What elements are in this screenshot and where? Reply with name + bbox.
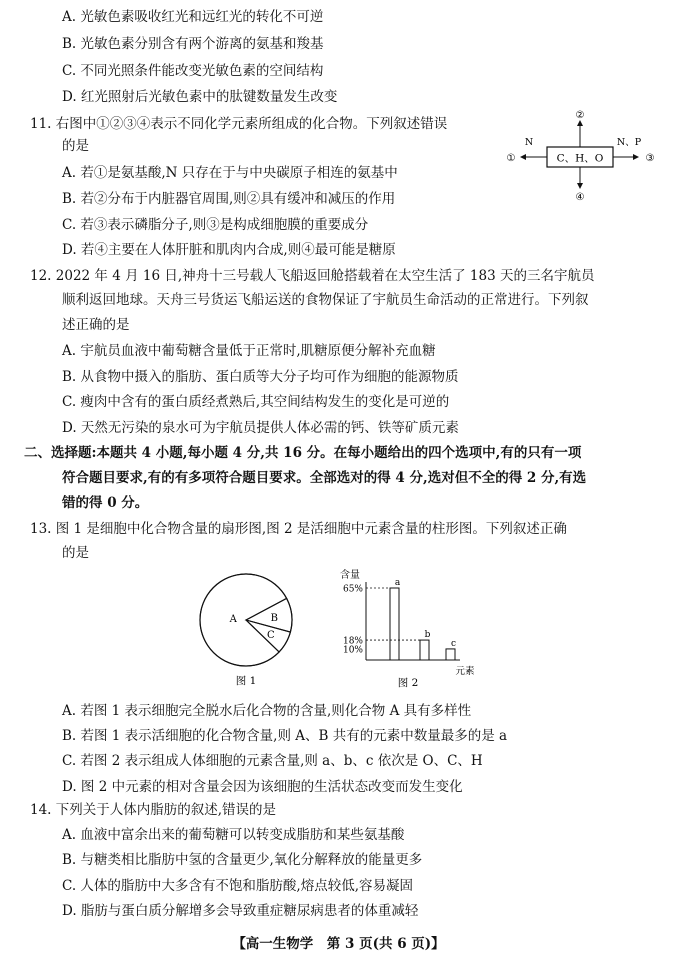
q11-option-b: B. 若②分布于内脏器官周围,则②具有缓冲和减压的作用 [62,191,396,207]
bar-label-a: a [394,578,401,588]
q14-stem: 14. 下列关于人体内脂肪的叙述,错误的是 [30,802,277,818]
bar-tick-2: 10% [342,645,363,656]
bar-b [420,640,429,660]
q13-stem-line2: 的是 [62,545,89,561]
section2-line2: 符合题目要求,有的有多项符合题目要求。全部选对的得 4 分,选对但不全的得 2 分,有选 [62,470,587,486]
q13-option-a: A. 若图 1 表示细胞完全脱水后化合物的含量,则化合物 A 具有多样性 [62,703,472,719]
page-footer: 【高一生物学 第 3 页(共 6 页)】 [232,936,445,952]
q13-option-b: B. 若图 1 表示活细胞的化合物含量,则 A、B 共有的元素中数量最多的是 a [62,728,508,744]
q12-option-c: C. 瘦肉中含有的蛋白质经煮熟后,其空间结构发生的变化是可逆的 [62,394,450,410]
bar-label-c: c [450,638,457,649]
q12-option-b: B. 从食物中摄入的脂肪、蛋白质等大分子均可作为细胞的能源物质 [62,369,459,385]
label-3: ③ [645,153,655,164]
right-element-np: N、P [616,137,642,148]
pie-label-c: C [266,630,275,642]
bar-a [390,588,399,660]
bar-c [446,649,455,660]
pie-label-a: A [229,614,237,626]
label-1: ① [506,153,516,164]
section2-line3: 错的得 0 分。 [62,495,149,511]
q14-option-d: D. 脂肪与蛋白质分解增多会导致重症糖尿病患者的体重减轻 [62,903,419,919]
q13-stem-line1: 13. 图 1 是细胞中化合物含量的扇形图,图 2 是活细胞中元素含量的柱形图。下列叙述正确 [30,521,567,537]
figure-1-pie-chart [196,568,306,688]
q13-option-d: D. 图 2 中元素的相对含量会因为该细胞的生活状态改变而发生变化 [62,779,463,795]
bar-tick-1: 18% [342,636,363,647]
bar-label-b: b [424,630,431,641]
q12-stem-line1: 12. 2022 年 4 月 16 日,神舟十三号载人飞船返回舱搭载着在太空生活了 183 天的三名宇航员 [30,268,595,284]
q11-option-c: C. 若③表示磷脂分子,则③是构成细胞膜的重要成分 [62,217,369,233]
q14-option-c: C. 人体的脂肪中大多含有不饱和脂肪酸,熔点较低,容易凝固 [62,878,414,894]
figure-2-bar-chart [328,566,488,690]
bar-title: 图 2 [397,677,419,689]
q11-stem-line2: 的是 [62,138,89,154]
q10-option-a: A. 光敏色素吸收红光和远红光的转化不可逆 [62,9,324,25]
left-element-n: N [524,137,534,148]
label-4: ④ [575,192,585,203]
pie-label-b: B [270,612,279,624]
q10-option-b: B. 光敏色素分别含有两个游离的氨基和羧基 [62,36,324,52]
q11-option-a: A. 若①是氨基酸,N 只存在于与中央碳原子相连的氨基中 [62,165,398,181]
bar-ylabel: 含量 [340,570,360,581]
bar-xlabel: 元素 [455,666,475,677]
q12-stem-line3: 述正确的是 [62,317,130,333]
q14-option-b: B. 与糖类相比脂肪中氢的含量更少,氧化分解释放的能量更多 [62,852,423,868]
bar-tick-0: 65% [342,584,363,595]
q10-option-d: D. 红光照射后光敏色素中的肽键数量发生改变 [62,89,338,105]
q11-option-d: D. 若④主要在人体肝脏和肌肉内合成,则④最可能是糖原 [62,242,396,258]
section2-line1: 二、选择题:本题共 4 小题,每小题 4 分,共 16 分。在每小题给出的四个选项中,有的只有一项 [24,445,582,461]
q14-option-a: A. 血液中富余出来的葡萄糖可以转变成脂肪和某些氨基酸 [62,827,405,843]
q13-option-c: C. 若图 2 表示组成人体细胞的元素含量,则 a、b、c 依次是 O、C、H [62,753,483,769]
q11-element-diagram [505,108,665,206]
q10-option-c: C. 不同光照条件能改变光敏色素的空间结构 [62,63,324,79]
pie-title: 图 1 [235,675,257,687]
q12-stem-line2: 顺利返回地球。天舟三号货运飞船运送的食物保证了宇航员生命活动的正常进行。下列叙 [62,292,589,308]
label-2: ② [575,110,585,121]
center-label: C、H、O [556,152,604,165]
q12-option-d: D. 天然无污染的泉水可为宇航员提供人体必需的钙、铁等矿质元素 [62,420,459,436]
q11-stem-line1: 11. 右图中①②③④表示不同化学元素所组成的化合物。下列叙述错误 [30,116,448,132]
q12-option-a: A. 宇航员血液中葡萄糖含量低于正常时,肌糖原便分解补充血糖 [62,343,436,359]
